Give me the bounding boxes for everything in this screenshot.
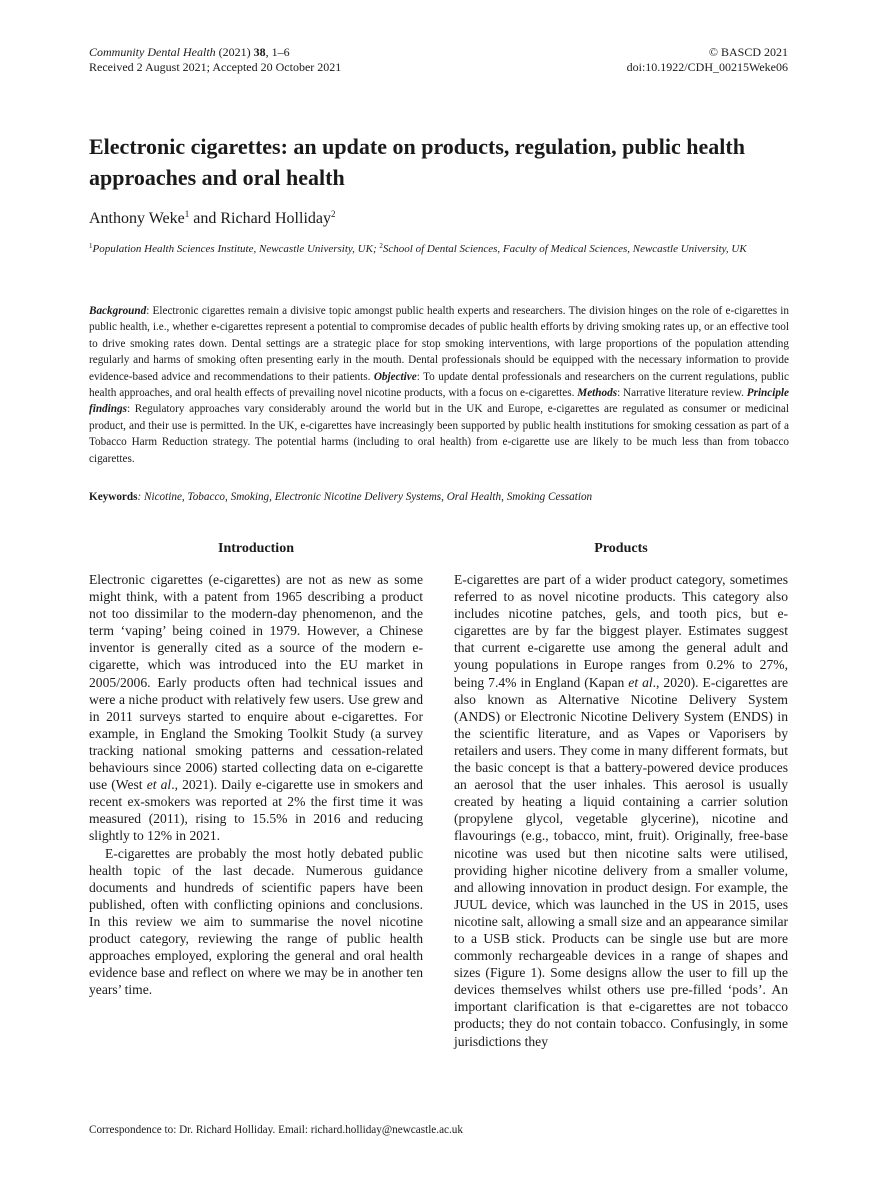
affiliations	[89, 238, 789, 257]
publisher-header	[627, 45, 788, 75]
introduction-column	[89, 571, 423, 998]
authors	[89, 204, 335, 229]
citation-year: (2021)	[215, 45, 254, 59]
affil-1-marker: 1	[89, 242, 93, 250]
affil-2-marker: 2	[379, 242, 383, 250]
intro-paragraph-2: E-cigarettes are probably the most hotly debated public health topic of the last decade. Numerous guidance documents and hundreds of scientific papers have been published, often with conflicting opinions and conclusions. In this review we aim to summarise the novel nicotine product category, reviewing the range of public health approaches employed, exploring the general and oral health evidence base and reflect on where we may be in another ten years’ time.	[89, 845, 423, 998]
journal-header	[89, 45, 341, 75]
methods-label: Methods	[577, 387, 618, 400]
correspondence-footer: Correspondence to: Dr. Richard Holliday. Email: richard.holliday@newcastle.ac.uk	[89, 1124, 463, 1136]
intro-paragraph-1	[89, 571, 423, 845]
intro-p1-etal: et al	[146, 777, 172, 793]
products-column	[454, 571, 788, 1050]
findings-label: Principle findings	[89, 387, 790, 416]
keywords-label: Keywords	[89, 491, 138, 503]
abstract	[89, 303, 789, 467]
findings-text: : Regulatory approaches vary considerably around the world but in the UK and Europe, e-cigarettes are regulated as consumer or medicinal product, and their use is permitted. In the UK, e-cigarettes have increasingly been supported by public health institutions for smoking cessation as part of a Tobacco Harm Reduction strategy. The potential harms (including to oral health) from e-cigarette use are likely to be much less than from tobacco cigarettes.	[89, 403, 789, 465]
author-joiner: and	[189, 210, 221, 227]
products-p1-text-b: ., 2020). E-cigarettes are also known as Alternative Nicotine Delivery System (ANDS) or Electronic Nicotine Delivery System (ENDS) in the scientific literature, and as Vapes or Vaporisers by retailers and users. They come in many different formats, but the basic concept is that a battery-powered device produces an aerosol that the user inhales. This aerosol is usually created by heating a liquid containing a carrier solution (propylene glycol, vegetable glycerine), nicotine and flavourings (e.g., tobacco, mint, fruit). Originally, free-base nicotine was used but then nicotine salts were utilised, providing higher nicotine delivery from a smaller volume, and allowing innovation in product design. For example, the JUUL device, which was launched in the US in 2015, uses nicotine salt, allowing a small size and an appearance similar to a USB stick. Products can be single use but are more commonly rechargeable devices in a range of shapes and sizes (Figure 1). Some designs allow the user to fill up the devices themselves whilst others use pre-filled ‘pods’. An important clarification is that e-cigarettes are not tobacco products; they do not contain tobacco. Confusingly, in some jurisdictions they	[454, 674, 788, 1049]
products-heading: Products	[594, 541, 648, 556]
citation-volume: 38	[253, 45, 266, 59]
article-title: Electronic cigarettes: an update on products, regulation, public health approaches and oral health	[89, 134, 745, 190]
author-holliday: Richard Holliday	[220, 210, 331, 227]
citation-line	[89, 45, 341, 60]
affil-2: School of Dental Sciences, Faculty of Medical Sciences, Newcastle University, UK	[382, 243, 747, 255]
keywords	[89, 489, 789, 505]
products-p1-text-a: E-cigarettes are part of a wider product category, sometimes referred to as novel nicotine products. This category also includes nicotine patches, gels, and tooth pics, but e-cigarettes are by far the biggest player. Estimates suggest that current e-cigarette use among the general adult and young populations in Europe ranges from 0.2% to 27%, being 7.4% in England (Kapan	[454, 572, 788, 690]
background-label: Background	[89, 305, 147, 317]
products-paragraph-1	[454, 571, 788, 1050]
objective-label: Objective	[373, 370, 417, 383]
author-weke-affil: 1	[184, 209, 190, 219]
intro-p1-text-a: Electronic cigarettes (e-cigarettes) are not as new as some might think, with a patent from 1965 describing a product not too dissimilar to the modern-day phenomenon, and the term ‘vaping’ being coined in 1979. However, a Chinese inventor is generally cited as a source of the modern e-cigarette, which was introduced into the EU market in 2005/2006. Early products often had technical issues and were a niche product with relatively few users. Use grew and in 2011 surveys started to enquire about e-cigarettes. For example, in England the Smoking Toolkit Study (a survey tracking national smoking patterns and cessation-related behaviours since 2006) started collecting data on e-cigarette use (West	[89, 572, 423, 793]
author-weke: Anthony Weke	[89, 210, 185, 227]
author-holliday-affil: 2	[330, 209, 336, 219]
copyright: © BASCD 2021	[708, 45, 788, 59]
journal-name: Community Dental Health	[89, 45, 216, 59]
keywords-list: : Nicotine, Tobacco, Smoking, Electronic Nicotine Delivery Systems, Oral Health, Smoking Cessation	[137, 491, 593, 503]
citation-pages: , 1–6	[265, 45, 290, 59]
affil-1: Population Health Sciences Institute, Newcastle University, UK;	[92, 243, 380, 255]
received-accepted-dates: Received 2 August 2021; Accepted 20 October 2021	[89, 60, 342, 74]
products-p1-etal: et al	[628, 674, 653, 690]
objective-text: : To update dental professionals and researchers on the current regulations, public health approaches, and oral health effects of prevailing novel nicotine products, with a focus on e-cigarettes.	[89, 370, 789, 400]
intro-p1-text-b: ., 2021). Daily e-cigarette use in smokers and recent ex-smokers was reported at 2% the first time it was measured (2011), rising to 15.5% in 2016 and reducing slightly to 12% in 2021.	[89, 777, 423, 844]
introduction-heading: Introduction	[218, 541, 294, 556]
methods-text: : Narrative literature review.	[617, 387, 747, 400]
doi: doi:10.1922/CDH_00215Weke06	[626, 60, 788, 74]
background-text: : Electronic cigarettes remain a divisive topic amongst public health experts and researchers. The division hinges on the role of e-cigarettes in public health, i.e., whether e-cigarettes represent a potential to compromise decades of public health efforts by driving smoking rates up, or an effective tool to drive smoking rates down. Dental settings are a strategic place for stop smoking interventions, with large proportions of the population attending regularly and harms of smoking often presenting early in the mouth. Dental professionals should be equipped with the necessary information to provide evidence-based advice and recommendations to their patients.	[89, 305, 789, 383]
